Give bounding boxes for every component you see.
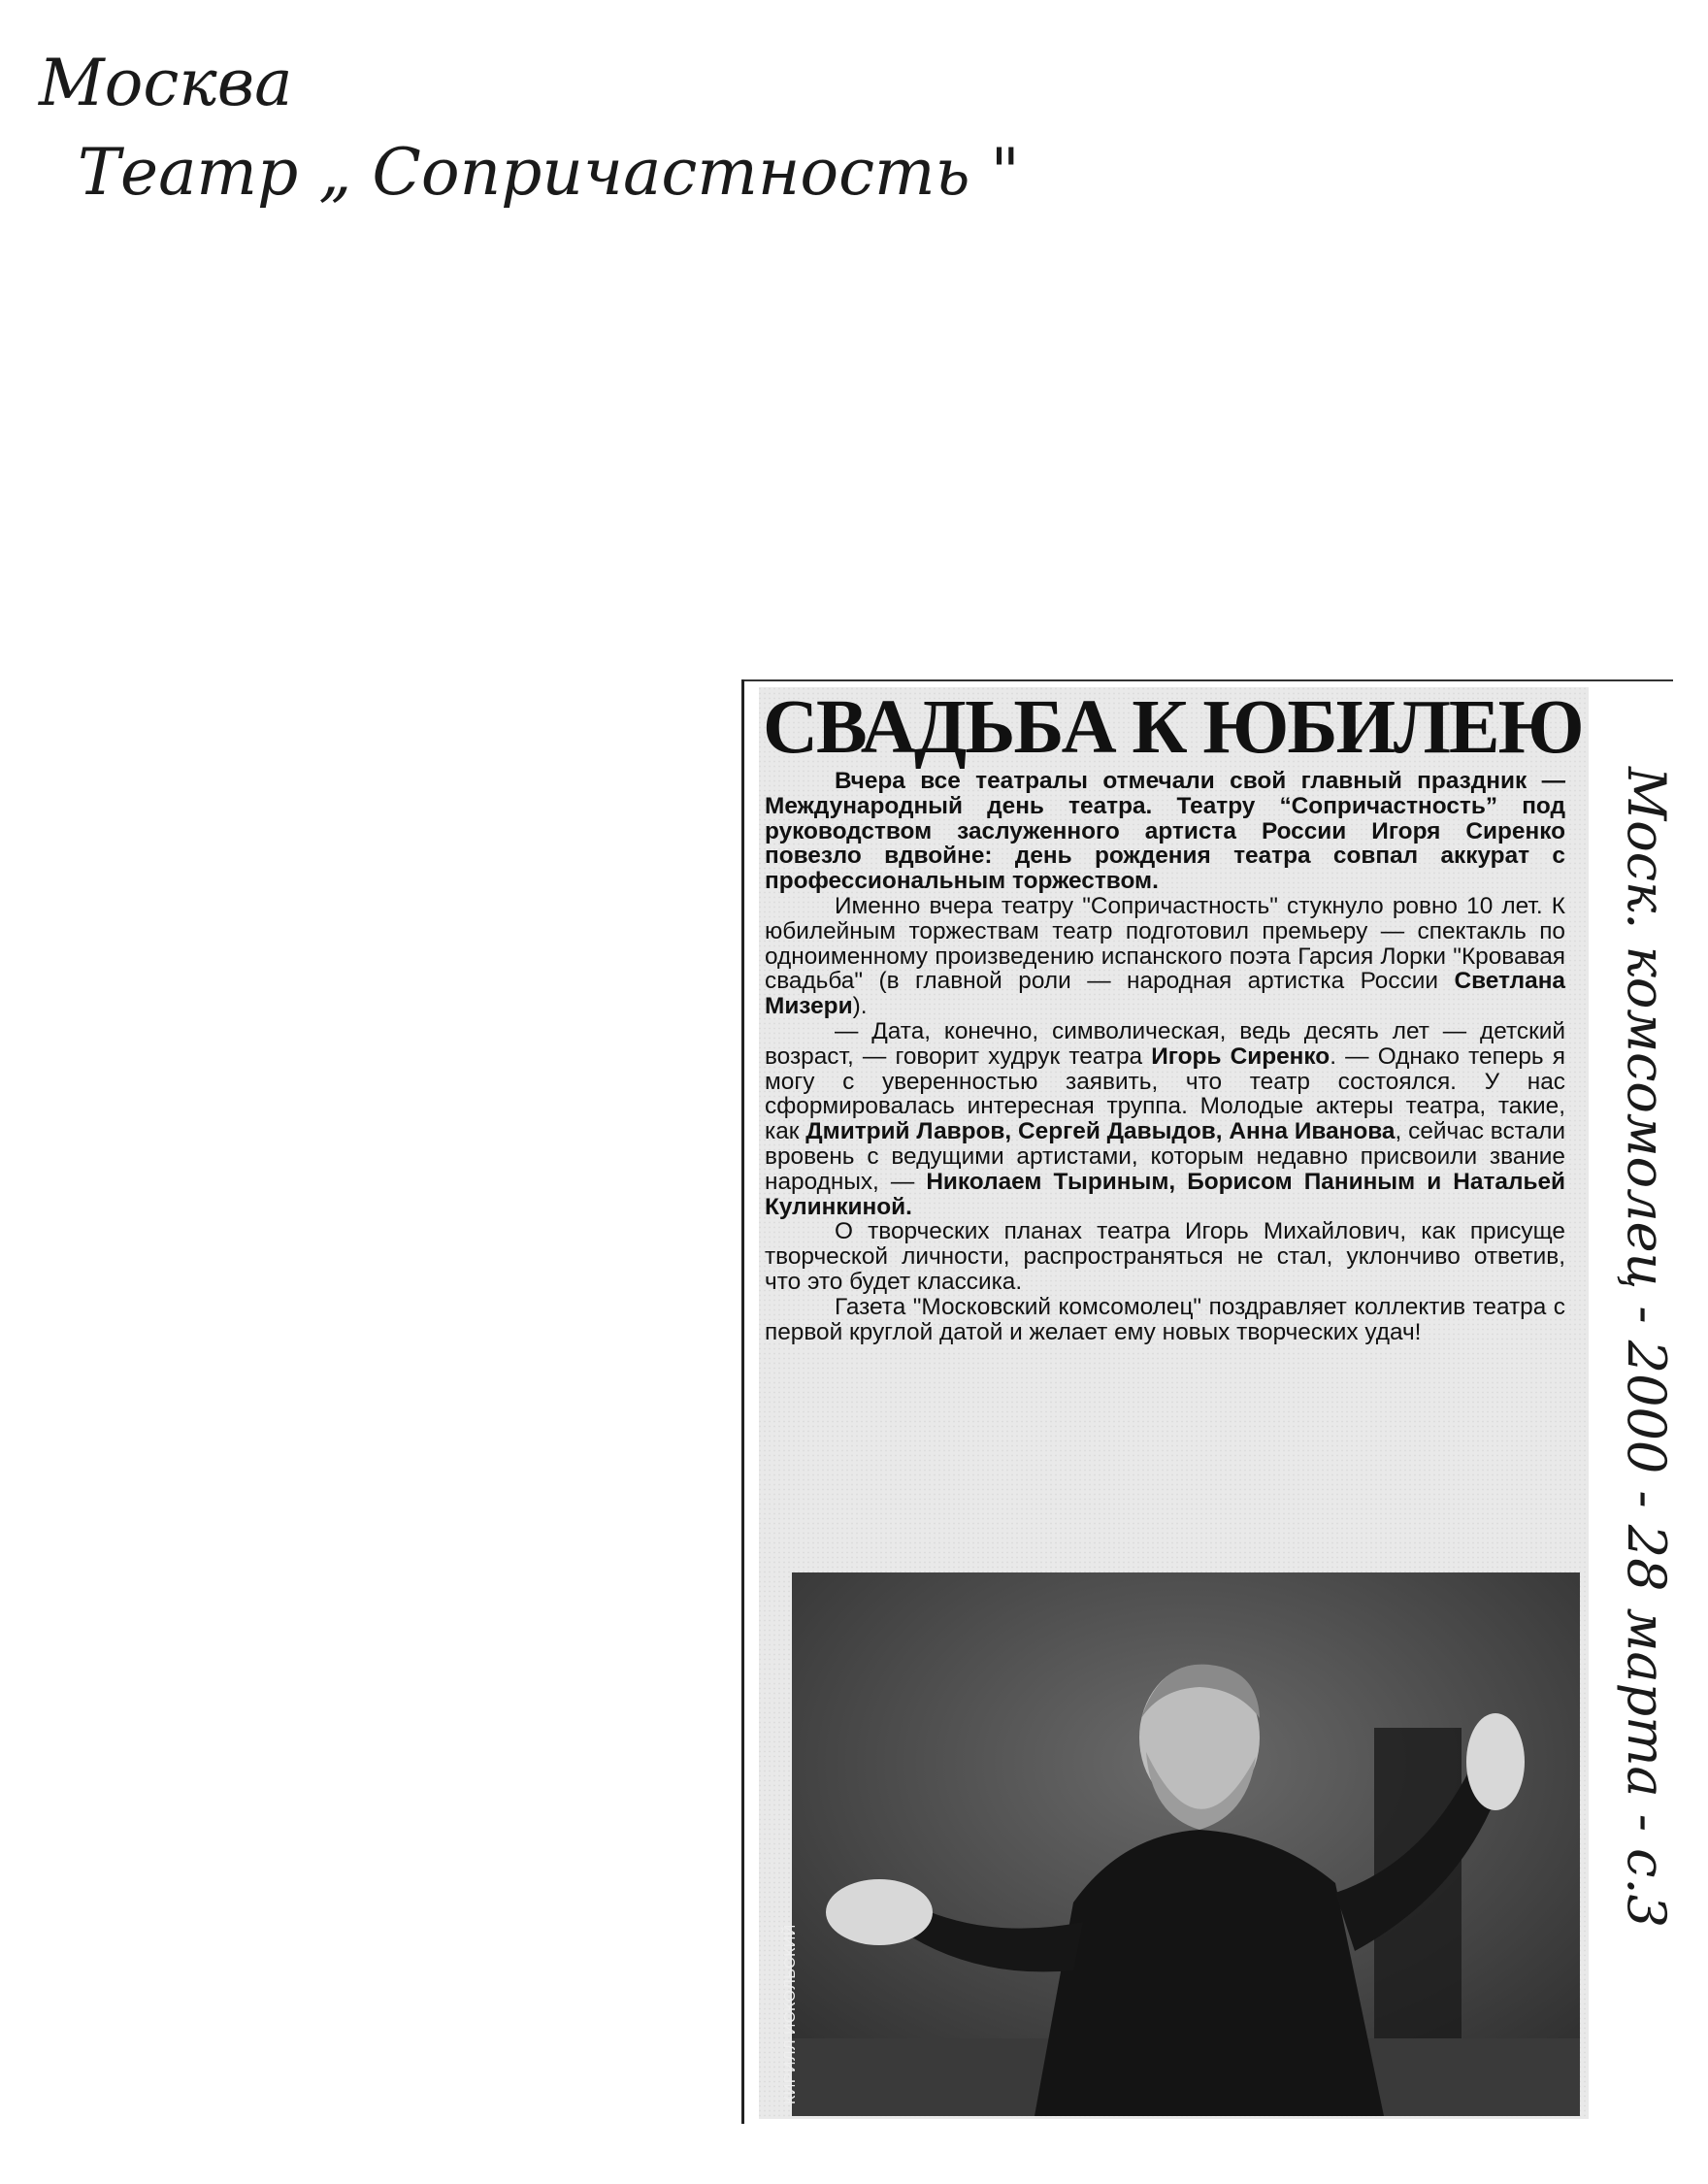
source-note-text: Моск. комсомолец - 2000 - 28 марта - с.3 <box>1616 767 1677 1928</box>
article-paragraph-3: О творческих планах театра Игорь Михайлович, как присуще творческой личности, распространяться не стал, уклончиво ответив, что это будет классика. <box>765 1218 1565 1295</box>
clipping-body <box>759 687 1589 2119</box>
handwritten-line-1: Москва <box>39 46 293 120</box>
paragraph-1-end: ). <box>852 993 868 1020</box>
national-artists-names: Николаем Тыриным, Борисом Паниным и Натальей Кулинкиной. <box>765 1168 1565 1220</box>
handwritten-line-2: Театр „ Сопричастность " <box>78 135 1020 210</box>
paragraph-2-text-c: , сейчас встали вровень с ведущими артистами, которым недавно присвоили звание народных, — <box>765 1118 1565 1195</box>
source-note-drawing <box>1601 757 1689 2116</box>
photo-credit: КИРИЛЛ ИСКОЛЬСКИЙ <box>782 1924 799 2104</box>
young-actors-names: Дмитрий Лавров, Сергей Давыдов, Анна Иванова <box>805 1118 1396 1145</box>
handwritten-note <box>39 39 1242 233</box>
clipping-left-border <box>741 679 744 2124</box>
paragraph-1-text: Именно вчера театру "Сопричастность" стукнуло ровно 10 лет. К юбилейным торжествам театр подготовил премьеру — спектакль по одноименному произведению испанского поэта Гарсия Лорки "Кровавая свадьба" (в главной роли — народная артистка России <box>765 892 1565 995</box>
article-paragraph-1 <box>765 894 1565 1019</box>
actress-name: Светлана Мизери <box>765 968 1565 1020</box>
article-paragraph-4: Газета "Московский комсомолец" поздравляет коллектив театра с первой круглой датой и желает ему новых творческих удач! <box>765 1293 1565 1345</box>
handwritten-note-drawing <box>39 39 1242 233</box>
paragraph-2-text-a: — Дата, конечно, символическая, ведь десять лет — детский возраст, — говорит худрук театра <box>765 1017 1565 1070</box>
article-photo <box>782 1572 1580 2116</box>
paragraph-2-text-b: . — Однако теперь я могу с уверенностью заявить, что театр состоялся. У нас сформировалась интересная труппа. Молодые актеры театра, такие, как <box>765 1042 1565 1145</box>
director-name: Игорь Сиренко <box>1151 1042 1330 1070</box>
article-lead: Вчера все театралы отмечали свой главный праздник — Международный день театра. Театру “Сопричастность” под руководством заслуженного артиста России Игоря Сиренко повезло вдвойне: день рождения театра совпал аккурат с профессиональным торжеством. <box>765 768 1565 895</box>
clipping-top-border <box>741 679 1673 681</box>
article-text <box>759 769 1589 1344</box>
article-paragraph-2 <box>765 1019 1565 1219</box>
newspaper-clipping <box>741 679 1605 2124</box>
photo-actor-image <box>792 1572 1580 2116</box>
source-note <box>1601 757 1689 2116</box>
article-headline: СВАДЬБА К ЮБИЛЕЮ <box>763 685 1583 770</box>
